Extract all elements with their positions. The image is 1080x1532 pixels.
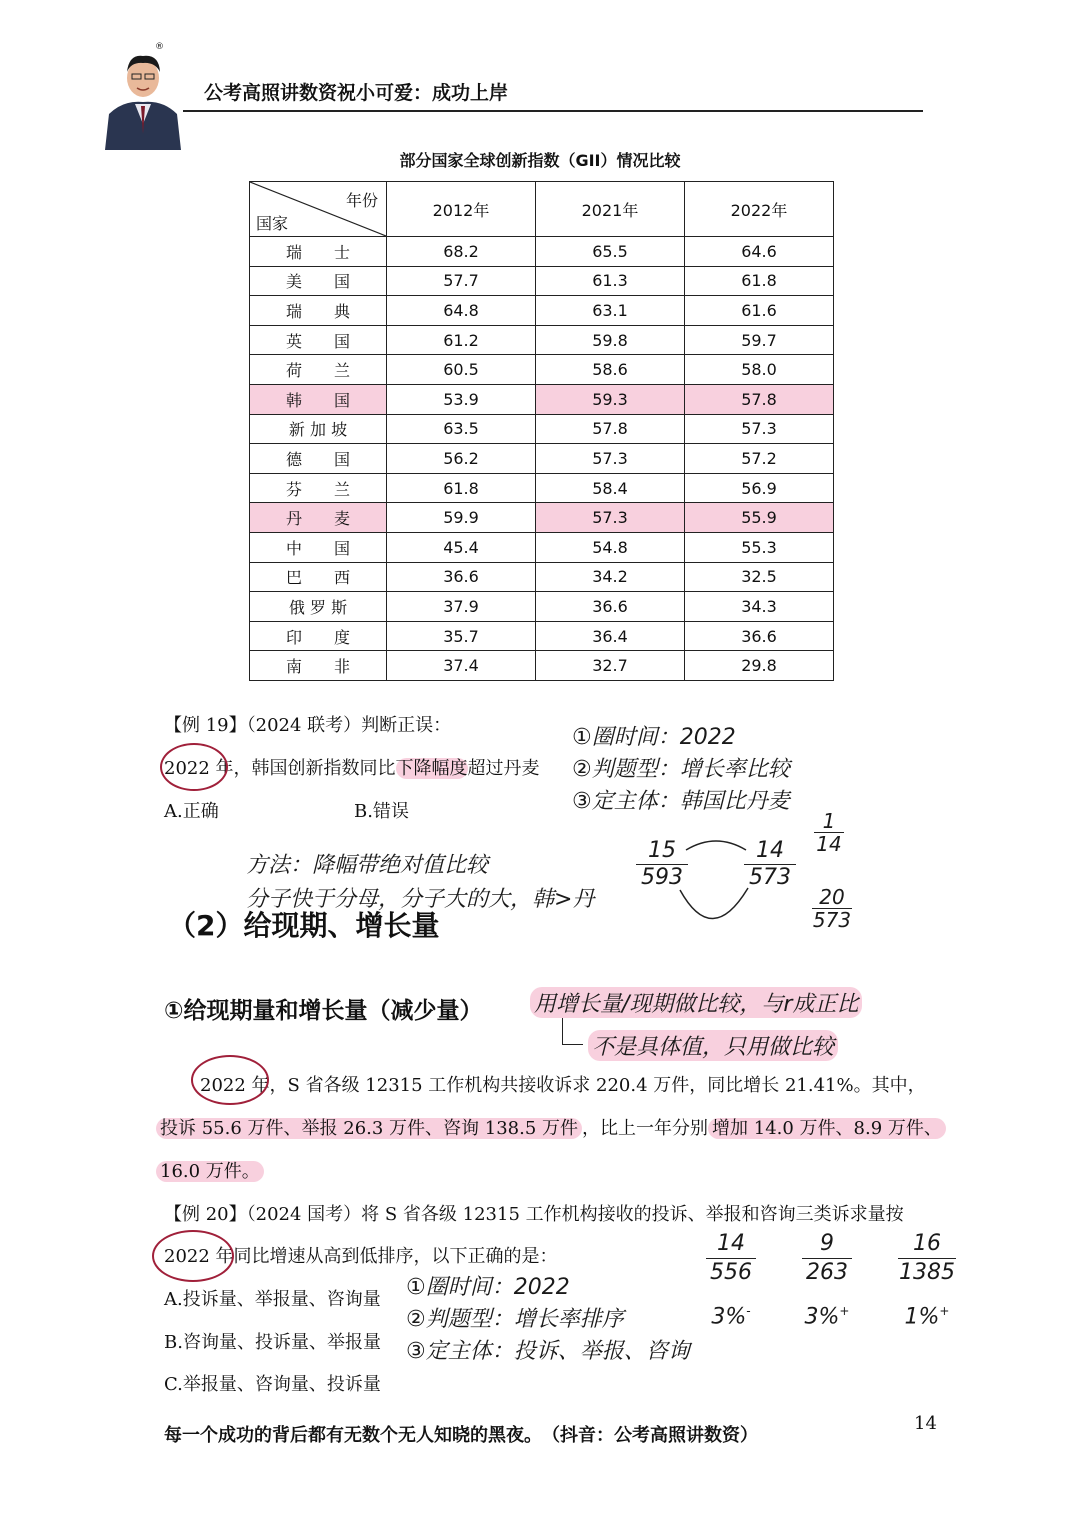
value-cell: 57.3 bbox=[536, 503, 685, 533]
country-cell: 德 国 bbox=[250, 444, 387, 474]
country-cell: 中 国 bbox=[250, 532, 387, 562]
example20-option-c[interactable]: C.举报量、咨询量、投诉量 bbox=[164, 1374, 381, 1395]
author-avatar bbox=[103, 44, 183, 150]
section-heading: （2）给现期、增长量 bbox=[168, 909, 440, 942]
passage-line-2 bbox=[156, 1114, 946, 1140]
value-cell: 58.0 bbox=[685, 355, 834, 385]
fraction-den: 573 bbox=[812, 908, 852, 932]
fraction-pct: 3%- bbox=[711, 1304, 751, 1330]
value-cell: 63.1 bbox=[536, 296, 685, 326]
country-cell: 瑞 典 bbox=[250, 296, 387, 326]
value-cell: 29.8 bbox=[685, 651, 834, 681]
fraction-den: 14 bbox=[814, 832, 844, 855]
value-cell: 68.2 bbox=[387, 237, 536, 267]
passage-year: 2022 年 bbox=[200, 1075, 270, 1096]
fraction-num: 14 bbox=[756, 838, 784, 863]
table-row bbox=[250, 325, 834, 355]
value-cell: 37.9 bbox=[387, 592, 536, 622]
value-cell: 59.7 bbox=[685, 325, 834, 355]
country-cell: 荷 兰 bbox=[250, 355, 387, 385]
value-cell: 32.5 bbox=[685, 562, 834, 592]
example19-note-1: ①圈时间：2022 bbox=[572, 725, 736, 750]
fraction-den: 573 bbox=[744, 864, 796, 891]
fraction-9-263 bbox=[802, 1230, 852, 1331]
table-row bbox=[250, 651, 834, 681]
header-title: 公考高照讲数资祝小可爱：成功上岸 bbox=[204, 82, 509, 104]
example20-note-3: ③定主体：投诉、举报、咨询 bbox=[406, 1339, 690, 1364]
example19-title: 【例 19】（2024 联考）判断正误： bbox=[164, 715, 452, 736]
gii-table bbox=[249, 181, 834, 681]
year-circle-1 bbox=[160, 743, 228, 791]
passage-line-3 bbox=[156, 1157, 264, 1183]
fraction-den: 593 bbox=[636, 864, 688, 891]
fraction-pct: 1%+ bbox=[904, 1304, 950, 1330]
country-cell: 美 国 bbox=[250, 266, 387, 296]
example19-year: 2022 年 bbox=[164, 758, 234, 779]
value-cell: 57.2 bbox=[685, 444, 834, 474]
example20-note-2: ②判题型：增长率排序 bbox=[406, 1307, 624, 1332]
method-line-2: 分子快于分母，分子大的大，韩>丹 bbox=[246, 887, 595, 912]
value-cell: 36.6 bbox=[536, 592, 685, 622]
country-cell: 南 非 bbox=[250, 651, 387, 681]
example19-note-3: ③定主体：韩国比丹麦 bbox=[572, 789, 790, 814]
example19-highlight: 下降幅度 bbox=[395, 758, 468, 779]
note-bracket bbox=[562, 1018, 583, 1045]
country-cell: 瑞 士 bbox=[250, 237, 387, 267]
table-row bbox=[250, 621, 834, 651]
corner-year-label: 年份 bbox=[345, 191, 378, 210]
value-cell: 59.3 bbox=[536, 384, 685, 414]
country-cell: 俄 罗 斯 bbox=[250, 592, 387, 622]
example20-year: 2022 年 bbox=[164, 1246, 234, 1267]
method-line-1: 方法：降幅带绝对值比较 bbox=[246, 853, 489, 878]
header-rule bbox=[183, 110, 923, 112]
example19-q-a: ，韩国创新指数同比 bbox=[233, 758, 396, 779]
value-cell: 35.7 bbox=[387, 621, 536, 651]
value-cell: 58.6 bbox=[536, 355, 685, 385]
country-cell: 巴 西 bbox=[250, 562, 387, 592]
value-cell: 57.7 bbox=[387, 266, 536, 296]
year-circle-3 bbox=[152, 1230, 234, 1282]
value-cell: 45.4 bbox=[387, 532, 536, 562]
table-row bbox=[250, 237, 834, 267]
value-cell: 34.2 bbox=[536, 562, 685, 592]
example20-q-rest: 同比增速从高到低排序，以下正确的是： bbox=[233, 1246, 558, 1267]
fraction-connector-arc bbox=[676, 836, 756, 924]
passage-line-1 bbox=[200, 1071, 926, 1097]
value-cell: 56.2 bbox=[387, 444, 536, 474]
passage-text-1: ，S 省各级 12315 工作机构共接收诉求 220.4 万件，同比增长 21.41%。其中， bbox=[269, 1075, 926, 1096]
passage-highlight-3: 16.0 万件。 bbox=[156, 1161, 264, 1182]
value-cell: 34.3 bbox=[685, 592, 834, 622]
passage-highlight-1: 投诉 55.6 万件、举报 26.3 万件、咨询 138.5 万件 bbox=[156, 1118, 582, 1139]
fraction-14-556 bbox=[706, 1230, 756, 1331]
example19-option-b[interactable]: B.错误 bbox=[354, 801, 409, 822]
value-cell: 57.3 bbox=[536, 444, 685, 474]
fraction-num: 15 bbox=[648, 838, 676, 863]
value-cell: 63.5 bbox=[387, 414, 536, 444]
fraction-pct: 3%+ bbox=[804, 1304, 850, 1330]
table-row bbox=[250, 355, 834, 385]
fraction-num: 20 bbox=[819, 885, 845, 909]
value-cell: 58.4 bbox=[536, 473, 685, 503]
value-cell: 57.8 bbox=[536, 414, 685, 444]
example19-note-2: ②判题型：增长率比较 bbox=[572, 757, 790, 782]
value-cell: 64.8 bbox=[387, 296, 536, 326]
passage-text-2: ，比上一年分别 bbox=[582, 1118, 709, 1139]
value-cell: 36.6 bbox=[387, 562, 536, 592]
example20-option-b[interactable]: B.咨询量、投诉量、举报量 bbox=[164, 1332, 381, 1353]
sub-heading: ①给现期量和增长量（减少量） bbox=[164, 998, 483, 1024]
value-cell: 61.6 bbox=[685, 296, 834, 326]
country-cell: 英 国 bbox=[250, 325, 387, 355]
country-cell: 韩 国 bbox=[250, 384, 387, 414]
fraction-1-14 bbox=[814, 810, 844, 855]
value-cell: 61.8 bbox=[685, 266, 834, 296]
year-circle-2 bbox=[191, 1055, 269, 1105]
table-row bbox=[250, 414, 834, 444]
value-cell: 59.9 bbox=[387, 503, 536, 533]
table-row bbox=[250, 266, 834, 296]
fraction-num: 9 bbox=[820, 1231, 834, 1256]
table-row bbox=[250, 444, 834, 474]
value-cell: 36.6 bbox=[685, 621, 834, 651]
value-cell: 57.3 bbox=[685, 414, 834, 444]
value-cell: 60.5 bbox=[387, 355, 536, 385]
footer-motto: 每一个成功的背后都有无数个无人知晓的黑夜。 （抖音：公考高照讲数资） bbox=[164, 1425, 758, 1446]
value-cell: 53.9 bbox=[387, 384, 536, 414]
registered-mark: ® bbox=[155, 42, 164, 52]
corner-country-label: 国家 bbox=[256, 214, 289, 233]
value-cell: 55.3 bbox=[685, 532, 834, 562]
fraction-num: 14 bbox=[717, 1231, 745, 1256]
table-corner-cell bbox=[250, 182, 387, 237]
value-cell: 64.6 bbox=[685, 237, 834, 267]
table-row bbox=[250, 592, 834, 622]
value-cell: 56.9 bbox=[685, 473, 834, 503]
fraction-den: 1385 bbox=[899, 1260, 955, 1285]
value-cell: 37.4 bbox=[387, 651, 536, 681]
country-cell: 丹 麦 bbox=[250, 503, 387, 533]
value-cell: 61.2 bbox=[387, 325, 536, 355]
section-note-2: 不是具体值，只用做比较 bbox=[588, 1030, 838, 1061]
table-row bbox=[250, 503, 834, 533]
value-cell: 65.5 bbox=[536, 237, 685, 267]
column-header-2021: 2021年 bbox=[536, 182, 685, 237]
table-row bbox=[250, 562, 834, 592]
passage-highlight-2: 增加 14.0 万件、8.9 万件、 bbox=[708, 1118, 946, 1139]
value-cell: 54.8 bbox=[536, 532, 685, 562]
section-note-1: 用增长量/现期做比较，与r成正比 bbox=[530, 987, 862, 1018]
value-cell: 32.7 bbox=[536, 651, 685, 681]
value-cell: 36.4 bbox=[536, 621, 685, 651]
country-cell: 芬 兰 bbox=[250, 473, 387, 503]
example20-option-a[interactable]: A.投诉量、举报量、咨询量 bbox=[164, 1289, 381, 1310]
table-row bbox=[250, 384, 834, 414]
table-row bbox=[250, 532, 834, 562]
fraction-den: 556 bbox=[706, 1258, 756, 1287]
column-header-2012: 2012年 bbox=[387, 182, 536, 237]
table-row bbox=[250, 473, 834, 503]
fraction-20-573 bbox=[812, 886, 852, 931]
value-cell: 61.3 bbox=[536, 266, 685, 296]
example20-title: 【例 20】（2024 国考）将 S 省各级 12315 工作机构接收的投诉、举报和咨询三类诉求量按 bbox=[164, 1204, 904, 1225]
fraction-16-1385 bbox=[898, 1230, 956, 1331]
country-cell: 印 度 bbox=[250, 621, 387, 651]
example20-note-1: ①圈时间：2022 bbox=[406, 1275, 570, 1300]
value-cell: 55.9 bbox=[685, 503, 834, 533]
table-header-row bbox=[250, 182, 834, 237]
table-row bbox=[250, 296, 834, 326]
value-cell: 59.8 bbox=[536, 325, 685, 355]
fraction-den: 263 bbox=[802, 1258, 852, 1287]
value-cell: 57.8 bbox=[685, 384, 834, 414]
table-caption: 部分国家全球创新指数（GII）情况比较 bbox=[399, 151, 681, 170]
country-cell: 新 加 坡 bbox=[250, 414, 387, 444]
page-number: 14 bbox=[914, 1413, 937, 1434]
example19-q-b: 超过丹麦 bbox=[467, 758, 540, 779]
fraction-num: 16 bbox=[913, 1231, 941, 1256]
fraction-num: 1 bbox=[822, 809, 836, 833]
value-cell: 61.8 bbox=[387, 473, 536, 503]
column-header-2022: 2022年 bbox=[685, 182, 834, 237]
example19-option-a[interactable]: A.正确 bbox=[164, 801, 219, 822]
